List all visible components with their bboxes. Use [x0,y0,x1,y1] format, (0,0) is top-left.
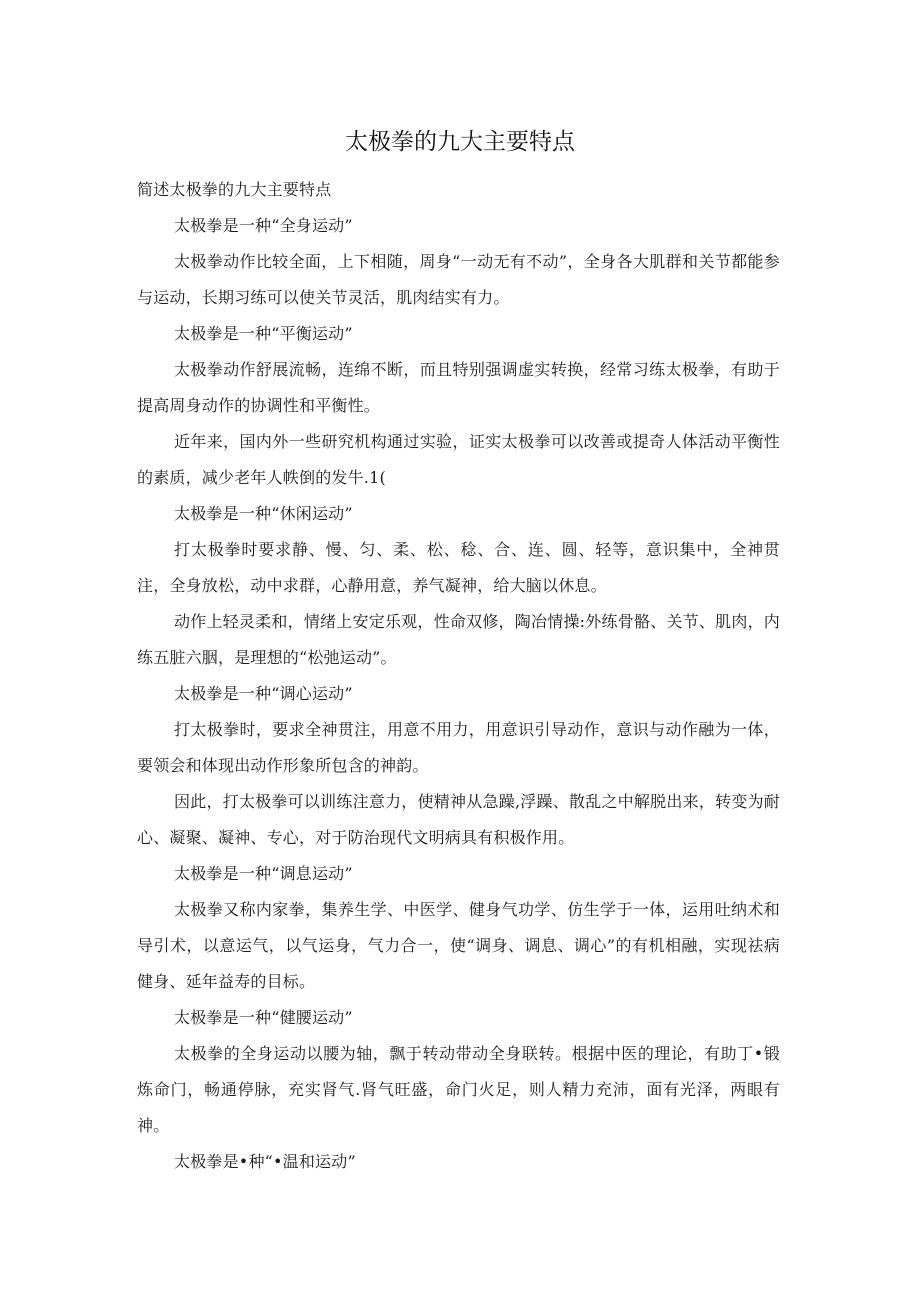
section-heading-mind: 太极拳是一种“调心运动” [174,684,353,703]
section-heading-gentle: 太极拳是•种“•温和运动” [174,1152,356,1171]
paragraph: 太极拳又称内家拳，集养生学、中医学、健身气功学、仿生学于一体，运用吐纳术和导引术，以意运气，以气运身，气力合一，使“调身、调息、调心”的有机相融，实现祛病健身、延年益寿的目标。 [137,900,780,991]
document-subtitle: 简述太极拳的九大主要特点 [137,180,332,199]
paragraph: 动作上轻灵柔和，情绪上安定乐观，性命双修，陶冶情操:外练骨骼、关节、肌肉，内练五脏六胭，是理想的“松弛运动”。 [137,612,780,667]
paragraph: 太极拳动作比较全面，上下相随，周身“一动无有不动”，全身各大肌群和关节都能参与运动，长期习练可以使关节灵活，肌肉结实有力。 [137,252,780,307]
document-title: 太极拳的九大主要特点 [345,129,575,155]
paragraph: 打太极拳时，要求全神贯注，用意不用力，用意识引导动作，意识与动作融为一体，要领会和体现出动作形象所包含的神韵。 [137,720,780,775]
paragraph: 太极拳的全身运动以腰为轴，飘于转动带动全身联转。根据中医的理论，有助丁•锻炼命门，畅通停脉，充实肾气.肾气旺盛，命门火足，则人精力充沛，面有光泽，两眼有神。 [137,1044,780,1135]
section-heading-balance: 太极拳是一种“平衡运动” [174,324,353,343]
section-heading-waist: 太极拳是一种“健腰运动” [174,1008,353,1027]
section-heading-leisure: 太极拳是一种“休闲运动” [174,504,353,523]
section-heading-breath: 太极拳是一种“调息运动” [174,864,353,883]
paragraph: 打太极拳时要求静、慢、匀、柔、松、稔、合、连、圆、轻等，意识集中，全神贯注，全身放松，动中求群，心静用意，养气凝神，给大脑以休息。 [137,540,780,595]
paragraph: 太极拳动作舒展流畅，连绵不断，而且特别强调虚实转换，经常习练太极拳，有助于提高周身动作的协调性和平衡性。 [137,360,780,415]
paragraph: 因此，打太极拳可以训练注意力，使精神从急躁,浮躁、散乱之中解脱出来，转变为耐心、凝聚、凝神、专心，对于防治现代文明病具有积极作用。 [137,792,780,847]
paragraph: 近年来，国内外一些研究机构通过实验，证实太极拳可以改善或提奇人体活动平衡性的素质，减少老年人帙倒的发牛.1( [137,432,780,487]
section-heading-full-body: 太极拳是一种“全身运动” [174,216,353,235]
document-body [137,172,780,1180]
